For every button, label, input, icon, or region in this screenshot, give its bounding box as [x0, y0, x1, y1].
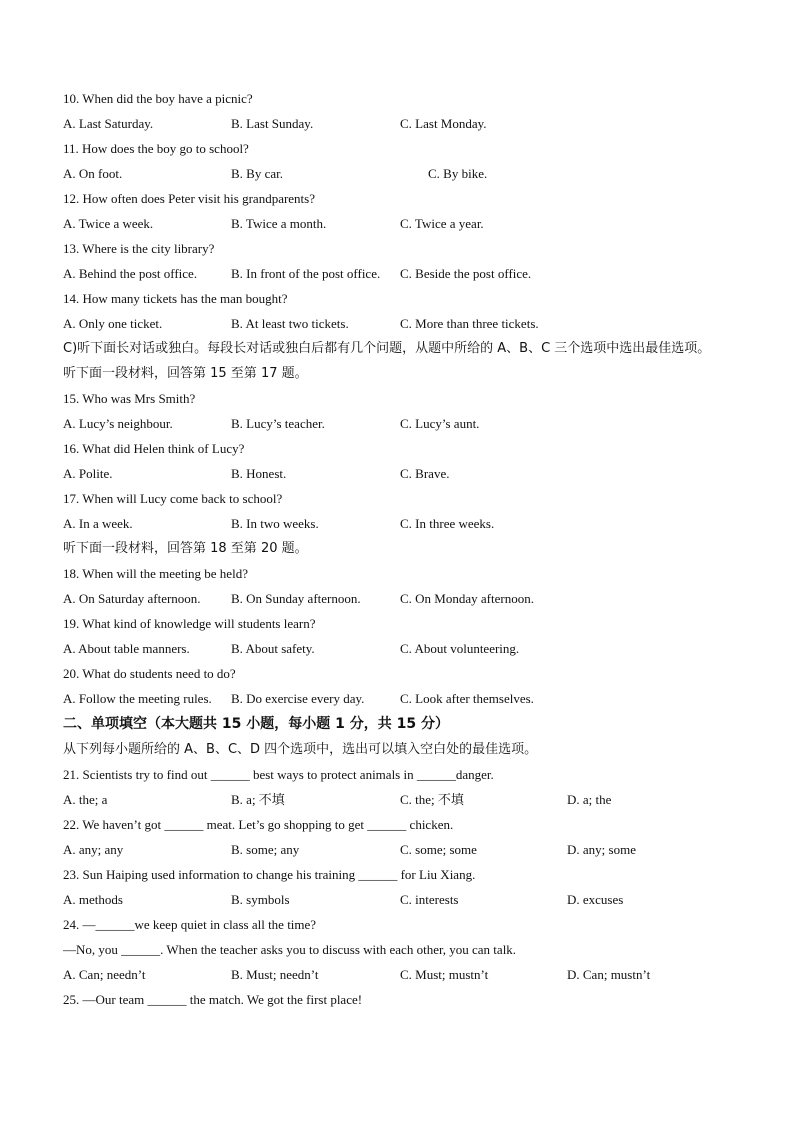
option-a: A. Only one ticket.: [63, 316, 163, 331]
exam-page: [63, 86, 743, 1012]
question-10: 10. When did the boy have a picnic?: [63, 91, 253, 106]
option-b: B. About safety.: [231, 641, 315, 656]
option-c: C. Last Monday.: [400, 116, 487, 131]
options-23: [63, 887, 743, 912]
options-24: [63, 962, 743, 987]
question-19: 19. What kind of knowledge will students learn?: [63, 616, 316, 631]
option-b: B. Honest.: [231, 466, 287, 481]
options-18: [63, 586, 743, 611]
option-b: B. some; any: [231, 842, 300, 857]
option-c: C. the; 不填: [400, 792, 464, 807]
option-d: D. a; the: [567, 792, 612, 807]
question-12: 12. How often does Peter visit his grandparents?: [63, 191, 316, 206]
option-b: B. Last Sunday.: [231, 116, 314, 131]
option-b: B. In front of the post office.: [231, 266, 381, 281]
options-10: [63, 111, 743, 136]
part-c-instruction: C)听下面长对话或独白。每段长对话或独白后都有几个问题，从题中所给的 A、B、C 三个选项中选出最佳选项。: [63, 341, 711, 356]
option-a: A. Behind the post office.: [63, 266, 198, 281]
option-a: A. Follow the meeting rules.: [63, 691, 212, 706]
question-17: 17. When will Lucy come back to school?: [63, 491, 283, 506]
question-14: 14. How many tickets has the man bought?: [63, 291, 288, 306]
option-a: A. the; a: [63, 792, 108, 807]
option-c: C. On Monday afternoon.: [400, 591, 534, 606]
option-c: C. interests: [400, 892, 459, 907]
options-22: [63, 837, 743, 862]
option-b: B. symbols: [231, 892, 290, 907]
section-2-instruction: 从下列每小题所给的 A、B、C、D 四个选项中，选出可以填入空白处的最佳选项。: [63, 742, 538, 757]
option-a: A. Can; needn’t: [63, 967, 146, 982]
option-a: A. On foot.: [63, 166, 123, 181]
option-c: C. In three weeks.: [400, 516, 495, 531]
material-1-instruction: 听下面一段材料，回答第 15 至第 17 题。: [63, 366, 308, 381]
options-15: [63, 411, 743, 436]
options-19: [63, 636, 743, 661]
question-24-reply: —No, you ______. When the teacher asks you to discuss with each other, you can talk.: [63, 942, 517, 957]
option-b: B. Do exercise every day.: [231, 691, 365, 706]
option-d: D. any; some: [567, 842, 636, 857]
option-c: C. Brave.: [400, 466, 450, 481]
question-20: 20. What do students need to do?: [63, 666, 236, 681]
options-20: [63, 686, 743, 711]
option-c: C. By bike.: [428, 166, 488, 181]
option-a: A. On Saturday afternoon.: [63, 591, 201, 606]
option-b: B. In two weeks.: [231, 516, 319, 531]
options-11: [63, 161, 743, 186]
option-c: C. Look after themselves.: [400, 691, 534, 706]
question-21: 21. Scientists try to find out ______ best ways to protect animals in ______danger.: [63, 767, 494, 782]
option-a: A. Last Saturday.: [63, 116, 154, 131]
option-a: A. About table manners.: [63, 641, 190, 656]
option-c: C. Beside the post office.: [400, 266, 532, 281]
material-2-instruction: 听下面一段材料，回答第 18 至第 20 题。: [63, 541, 308, 556]
options-13: [63, 261, 743, 286]
option-c: C. More than three tickets.: [400, 316, 539, 331]
option-c: C. About volunteering.: [400, 641, 520, 656]
option-c: C. Twice a year.: [400, 216, 484, 231]
option-b: B. On Sunday afternoon.: [231, 591, 361, 606]
option-b: B. At least two tickets.: [231, 316, 349, 331]
option-c: C. some; some: [400, 842, 477, 857]
option-c: C. Must; mustn’t: [400, 967, 489, 982]
option-b: B. a; 不填: [231, 792, 285, 807]
section-2-title: 二、单项填空（本大题共 15 小题，每小题 1 分，共 15 分）: [63, 716, 449, 732]
options-16: [63, 461, 743, 486]
question-23: 23. Sun Haiping used information to change his training ______ for Liu Xiang.: [63, 867, 476, 882]
option-d: D. Can; mustn’t: [567, 967, 651, 982]
option-c: C. Lucy’s aunt.: [400, 416, 480, 431]
option-a: A. Polite.: [63, 466, 113, 481]
options-17: [63, 511, 743, 536]
options-12: [63, 211, 743, 236]
options-14: [63, 311, 743, 336]
option-a: A. any; any: [63, 842, 124, 857]
question-18: 18. When will the meeting be held?: [63, 566, 248, 581]
option-a: A. In a week.: [63, 516, 133, 531]
question-22: 22. We haven’t got ______ meat. Let’s go shopping to get ______ chicken.: [63, 817, 454, 832]
option-a: A. methods: [63, 892, 123, 907]
option-d: D. excuses: [567, 892, 624, 907]
question-11: 11. How does the boy go to school?: [63, 141, 249, 156]
option-a: A. Lucy’s neighbour.: [63, 416, 173, 431]
option-b: B. Twice a month.: [231, 216, 327, 231]
question-13: 13. Where is the city library?: [63, 241, 215, 256]
option-b: B. Lucy’s teacher.: [231, 416, 325, 431]
option-a: A. Twice a week.: [63, 216, 154, 231]
option-b: B. By car.: [231, 166, 283, 181]
question-15: 15. Who was Mrs Smith?: [63, 391, 196, 406]
question-16: 16. What did Helen think of Lucy?: [63, 441, 245, 456]
question-24: 24. —______we keep quiet in class all the time?: [63, 917, 317, 932]
options-21: [63, 787, 743, 812]
option-b: B. Must; needn’t: [231, 967, 319, 982]
question-25: 25. —Our team ______ the match. We got the first place!: [63, 992, 363, 1007]
